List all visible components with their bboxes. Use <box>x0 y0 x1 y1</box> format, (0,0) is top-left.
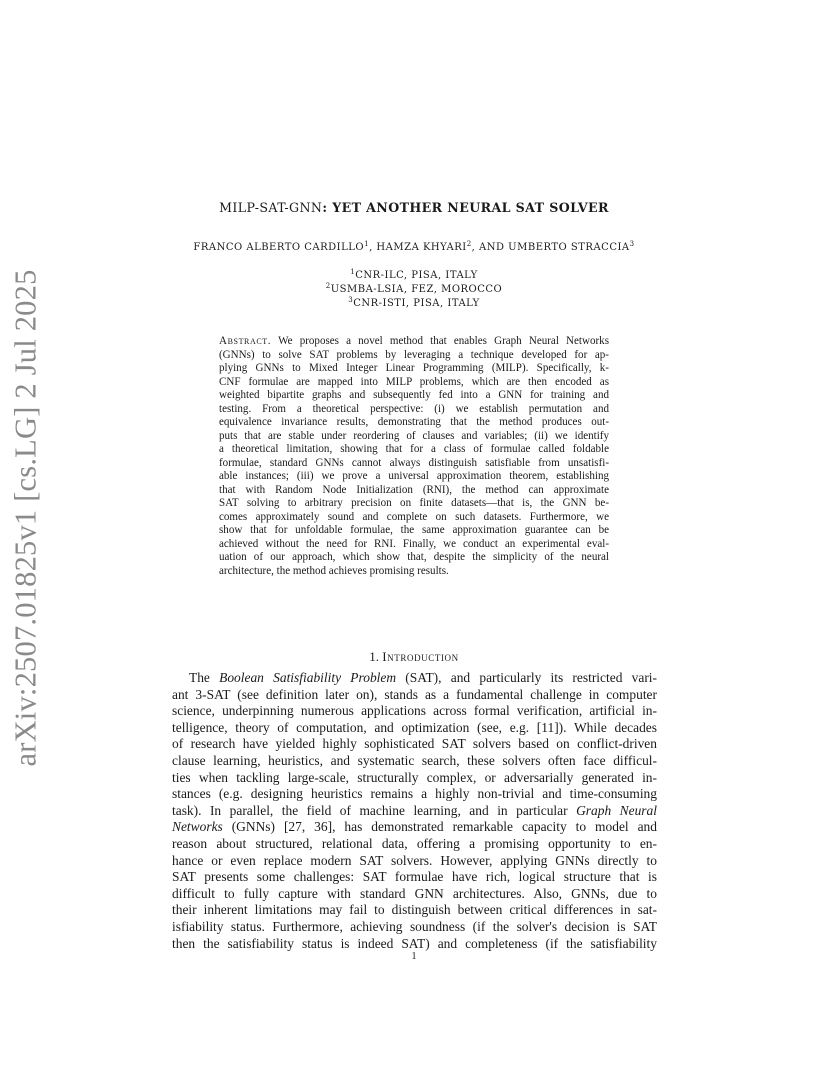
body-line: The Boolean Satisfiability Problem (SAT), and particularly its restricted vari- <box>189 670 658 685</box>
abstract-line: architecture, the method achieves promising results. <box>219 564 449 577</box>
affiliation-1-mark: 1 <box>350 268 356 276</box>
section-number: 1. <box>369 649 379 664</box>
title-main: : YET ANOTHER NEURAL SAT SOLVER <box>322 200 609 215</box>
body-line: isfiability status. Furthermore, achieving soundness (if the solver's decision is SAT <box>172 918 657 934</box>
abstract-line: weighted bipartite graphs and subsequently fed into a GNN for training and <box>219 389 609 401</box>
abstract-line: Abstract. We proposes a novel method that enables Graph Neural Networks <box>219 335 609 347</box>
abstract-line: equivalence invariance results, demonstrating that the method produces out- <box>219 416 609 428</box>
author-list <box>0 242 828 253</box>
affiliation-3-text: CNR-ISTI, PISA, ITALY <box>353 298 480 309</box>
abstract-line: SAT solving to arbitrary precision on finite datasets—that is, the GNN be- <box>219 497 609 509</box>
body-line: hance or even replace modern SAT solvers. However, applying GNNs directly to <box>172 852 657 868</box>
affiliation-3 <box>0 298 828 309</box>
abstract-line: (GNNs) to solve SAT problems by leveraging a technique developed for ap- <box>219 348 609 361</box>
body-line: telligence, theory of computation, and optimization (see, e.g. [11]). While decades <box>172 719 657 735</box>
affiliation-1-text: CNR-ILC, PISA, ITALY <box>355 270 478 281</box>
body-line: reason about structured, relational data, offering a promising opportunity to en- <box>172 835 657 851</box>
abstract-line: show that for unfoldable formulae, the same approximation guarantee can be <box>219 524 609 536</box>
author-1-mark: 1 <box>364 240 370 248</box>
abstract-line: able instances; (iii) we prove a universal approximation theorem, establishing <box>219 470 609 482</box>
abstract-line: formulae, standard GNNs cannot always distinguish satisfiable from unsatisfi- <box>219 456 609 469</box>
abstract-line: that with Random Node Initialization (RNI), the method can approximate <box>219 483 609 496</box>
abstract-line: uation of our approach, which show that, despite the simplicity of the neural <box>219 551 609 563</box>
affiliation-2-text: USMBA-LSIA, FEZ, MOROCCO <box>330 284 503 295</box>
affiliation-2 <box>0 284 828 295</box>
abstract-heading: Abstract. <box>219 335 272 347</box>
body-line: clause learning, heuristics, and systematic search, these solvers often face difficul- <box>172 752 657 768</box>
author-2: , HAMZA KHYARI <box>369 242 467 253</box>
title-prefix: MILP-SAT-GNN <box>219 200 323 215</box>
body-line: science, underpinning numerous applications across formal verification, artificial in- <box>172 703 657 719</box>
abstract-line: a theoretical limitation, showing that for a class of formulae called foldable <box>219 443 609 455</box>
author-2-mark: 2 <box>466 240 472 248</box>
abstract-line: testing. From a theoretical perspective: (i) we establish permutation and <box>219 402 609 415</box>
abstract-line: plying GNNs to Mixed Integer Linear Programming (MILP). Specifically, k- <box>219 362 609 374</box>
abstract-line: comes approximately sound and complete on such datasets. Furthermore, we <box>219 510 609 523</box>
body-line: Networks (GNNs) [27, 36], has demonstrated remarkable capacity to model and <box>172 819 657 835</box>
author-3: , AND UMBERTO STRACCIA <box>471 242 630 253</box>
section-title: Introduction <box>382 649 459 664</box>
body-line: of research have yielded highly sophisticated SAT solvers based on conflict-driven <box>172 736 657 752</box>
body-line: SAT presents some challenges: SAT formulae have rich, logical structure that is <box>172 869 657 885</box>
body-line: their inherent limitations may fail to distinguish between critical differences in sat- <box>172 902 657 918</box>
abstract <box>219 335 609 578</box>
body-line: ant 3-SAT (see definition later on), stands as a fundamental challenge in computer <box>172 686 657 702</box>
affiliation-1 <box>0 270 828 281</box>
section-heading <box>0 649 828 665</box>
abstract-line: puts that are stable under reordering of clauses and variables; (ii) we identify <box>219 429 609 442</box>
paper-title <box>0 200 828 215</box>
body-line: difficult to fully capture with standard GNN architectures. Also, GNNs, due to <box>172 885 657 901</box>
abstract-line: CNF formulae are mapped into MILP problems, which are then encoded as <box>219 375 609 388</box>
body-line: then the satisfiability status is indeed SAT) and completeness (if the satisfiability <box>172 935 657 951</box>
body-line: stances (e.g. designing heuristics remains a highly non-trivial and time-consuming <box>172 786 657 802</box>
arxiv-identifier-text: arXiv:2507.01825v1 [cs.LG] 2 Jul 2025 <box>8 269 43 767</box>
abstract-line: achieved without the need for RNI. Finally, we conduct an experimental eval- <box>219 537 609 550</box>
intro-body <box>172 670 657 952</box>
page-number: 1 <box>411 951 417 962</box>
author-1: FRANCO ALBERTO CARDILLO <box>193 242 365 253</box>
body-line: ties when tackling large-scale, structurally complex, or adversarially generated in- <box>172 769 657 785</box>
author-3-mark: 3 <box>629 240 635 248</box>
affiliation-3-mark: 3 <box>348 296 354 304</box>
body-line: task). In parallel, the field of machine learning, and in particular Graph Neural <box>172 802 657 818</box>
affiliation-2-mark: 2 <box>325 282 331 290</box>
